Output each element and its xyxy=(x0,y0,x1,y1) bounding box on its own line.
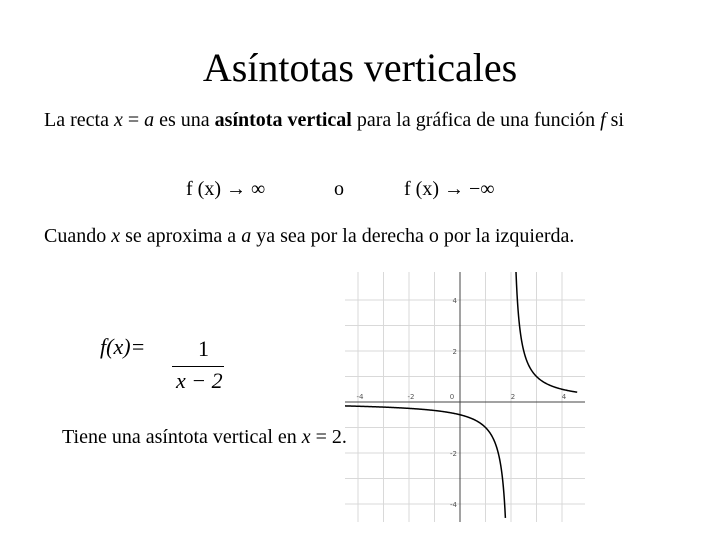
approach-part: ya sea por la derecha o por la izquierda. xyxy=(251,225,575,247)
curve-right-branch xyxy=(516,272,577,392)
x-tick-label: 2 xyxy=(510,393,516,401)
term-vertical-asymptote: asíntota vertical xyxy=(214,109,352,131)
formula-lhs: f(x)= xyxy=(100,334,146,359)
y-tick-label: 4 xyxy=(452,297,457,305)
var-a: a xyxy=(144,109,155,131)
var-x: x xyxy=(111,225,121,247)
x-tick-label: -4 xyxy=(356,393,364,401)
x-tick-label: -2 xyxy=(407,393,415,401)
approach-text xyxy=(44,222,574,250)
slide-title: Asíntotas verticales xyxy=(202,45,518,90)
graph-tick-labels xyxy=(357,297,567,509)
x-tick-label: 4 xyxy=(561,393,567,401)
var-f: f xyxy=(600,109,606,131)
y-tick-label: -2 xyxy=(450,450,457,458)
condition-negative-infinity: f (x) → −∞ xyxy=(404,178,495,200)
function-formula xyxy=(100,334,223,393)
fraction-bar xyxy=(172,366,224,367)
equals-sign: = xyxy=(122,109,145,131)
definition-part: si xyxy=(605,109,624,131)
caption-text xyxy=(62,424,347,451)
definition-text xyxy=(44,106,684,134)
condition-or: o xyxy=(334,178,344,200)
x-tick-label: 0 xyxy=(449,393,455,401)
definition-part: La recta xyxy=(44,109,114,131)
graph-axes xyxy=(345,272,585,522)
definition-part: es una xyxy=(154,109,215,131)
approach-part: Cuando xyxy=(44,225,112,247)
approach-part: se aproxima a xyxy=(120,225,242,247)
formula-denominator: x − 2 xyxy=(176,368,223,393)
var-x: x xyxy=(301,426,311,448)
y-tick-label: 2 xyxy=(452,348,457,356)
caption-part: = 2. xyxy=(310,426,347,448)
graph-grid xyxy=(345,272,585,522)
var-x: x xyxy=(113,109,123,131)
condition-positive-infinity: f (x) → ∞ xyxy=(186,178,266,200)
definition-part: para la gráfica de una función xyxy=(351,109,601,131)
formula-numerator: 1 xyxy=(198,336,209,361)
function-graph xyxy=(345,272,585,522)
y-tick-label: -4 xyxy=(450,501,457,509)
curve-left-branch xyxy=(345,406,505,518)
caption-part: Tiene una asíntota vertical en xyxy=(62,426,302,448)
var-a: a xyxy=(241,225,252,247)
